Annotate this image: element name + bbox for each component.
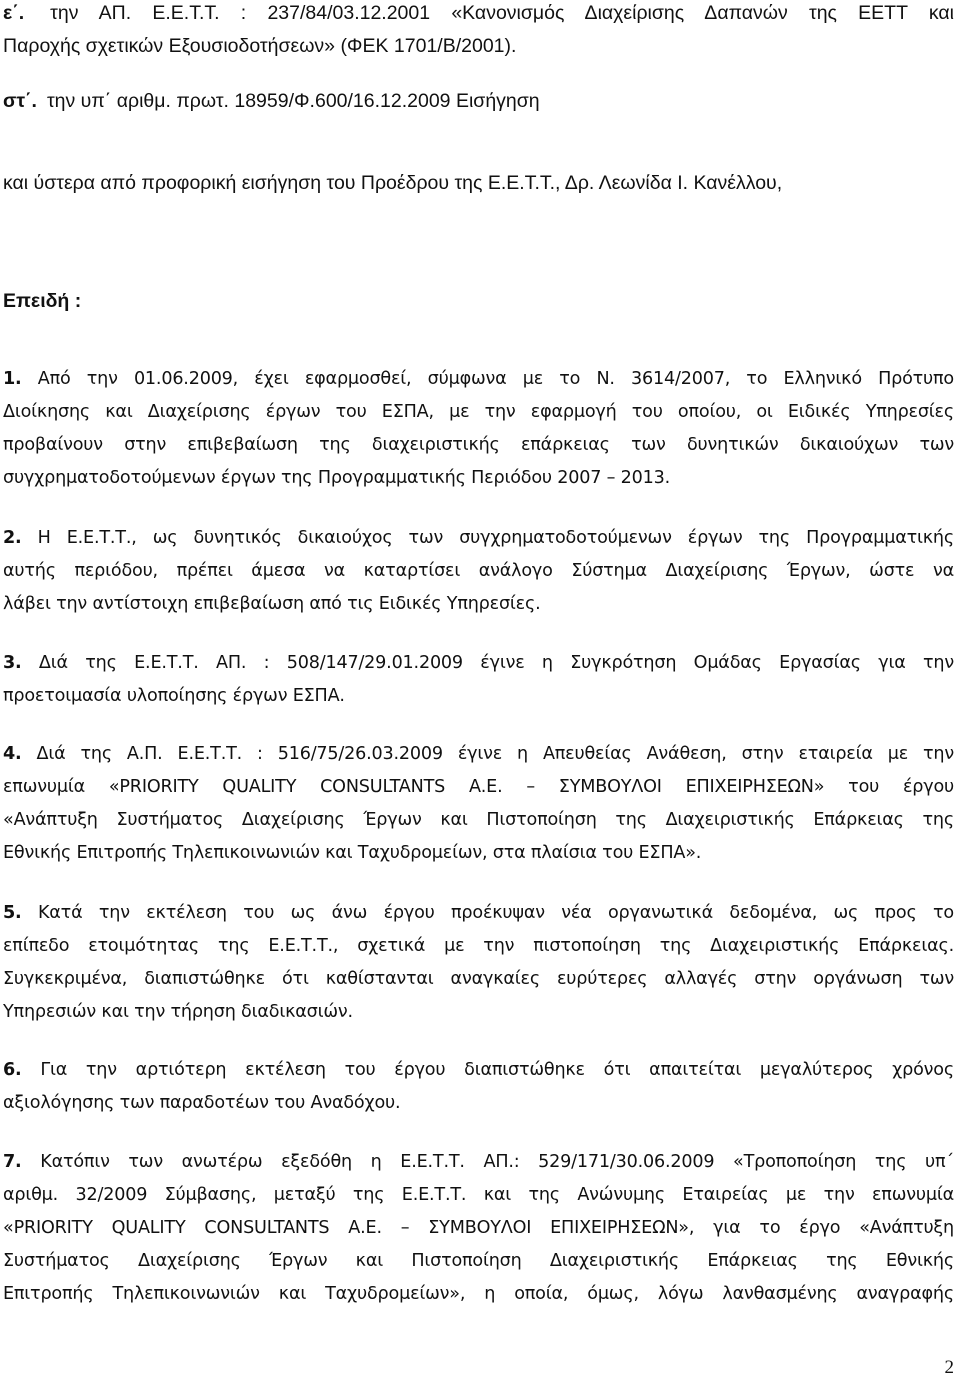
point-4-line-3: «Ανάπτυξη Συστήματος Διαχείρισης Έργων και Πιστοποίηση της Διαχειριστικής Επάρκειας της — [3, 810, 954, 830]
point-5-line-2: επίπεδο ετοιμότητας της Ε.Ε.Τ.Τ., σχετικά με την πιστοποίηση της Διαχειριστικής Επάρκειας. — [3, 936, 954, 956]
item-e-line-1 — [3, 2, 954, 25]
point-6-number: 6. — [3, 1060, 22, 1080]
after-clause: και ύστερα από προφορική εισήγηση του Προέδρου της Ε.Ε.Τ.Τ., Δρ. Λεωνίδα Ι. Κανέλλου, — [3, 172, 783, 194]
point-7-line-5: Επιτροπής Τηλεπικοινωνιών και Ταχυδρομείων», η οποία, όμως, λόγω λανθασμένης αναγραφής — [3, 1284, 954, 1304]
point-6-line-2: αξιολόγησης των παραδοτέων του Αναδόχου. — [3, 1093, 401, 1113]
point-5-text-1: Κατά την εκτέλεση του ως άνω έργου προέκυψαν νέα οργανωτικά δεδομένα, ως προς το — [37, 903, 954, 923]
point-2-number: 2. — [3, 528, 22, 548]
item-st-marker: στ΄. — [3, 90, 37, 112]
point-7-line-3: «PRIORITY QUALITY CONSULTANTS Α.Ε. – ΣΥΜΒΟΥΛΟΙ ΕΠΙΧΕΙΡΗΣΕΩΝ», για το έργο «Ανάπτυξη — [3, 1218, 954, 1238]
point-7-line-2: αριθμ. 32/2009 Σύμβασης, μεταξύ της Ε.Ε.Τ.Τ. και της Ανώνυμης Εταιρείας με την επωνυμία — [3, 1185, 954, 1205]
point-7-text-1: Κατόπιν των ανωτέρω εξεδόθη η Ε.Ε.Τ.Τ. ΑΠ.: 529/171/30.06.2009 «Τροποποίηση της υπ΄ — [40, 1152, 954, 1172]
point-5-line-3: Συγκεκριμένα, διαπιστώθηκε ότι καθίστανται αναγκαίες ευρύτερες αλλαγές στην οργάνωση των — [3, 969, 954, 989]
point-4-number: 4. — [3, 744, 22, 764]
item-e-marker: ε΄. — [3, 2, 25, 24]
point-2-text-1: Η Ε.Ε.Τ.Τ., ως δυνητικός δικαιούχος των συγχρηματοδοτούμενων έργων της Προγραμματικής — [37, 528, 954, 548]
point-5-line-4: Υπηρεσιών και την τήρηση διαδικασιών. — [3, 1002, 353, 1022]
point-7-line-4: Συστήματος Διαχείρισης Έργων και Πιστοποίηση Διαχειριστικής Επάρκειας της Εθνικής — [3, 1251, 954, 1271]
item-e-line-2: Παροχής σχετικών Εξουσιοδοτήσεων» (ΦΕΚ 1701/Β/2001). — [3, 35, 517, 57]
point-1-line-4: συγχρηματοδοτούμενων έργων της Προγραμματικής Περιόδου 2007 – 2013. — [3, 468, 670, 488]
whereas-heading: Επειδή : — [3, 290, 82, 312]
point-2-line-1 — [3, 528, 954, 548]
page-number: 2 — [944, 1357, 954, 1378]
point-4-line-4: Εθνικής Επιτροπής Τηλεπικοινωνιών και Ταχυδρομείων, στα πλαίσια του ΕΣΠΑ». — [3, 843, 702, 863]
point-4-line-1 — [3, 744, 954, 764]
point-5-number: 5. — [3, 903, 22, 923]
point-7-number: 7. — [3, 1152, 22, 1172]
point-1-line-1 — [3, 369, 954, 389]
item-e-text-1: την ΑΠ. Ε.Ε.Τ.Τ. : 237/84/03.12.2001 «Κανονισμός Διαχείρισης Δαπανών της ΕΕΤΤ και — [50, 2, 954, 24]
point-2-line-2: αυτής περιόδου, πρέπει άμεσα να καταρτίσει ανάλογο Σύστημα Διαχείρισης Έργων, ώστε να — [3, 561, 954, 581]
point-4-line-2: επωνυμία «PRIORITY QUALITY CONSULTANTS Α.Ε. – ΣΥΜΒΟΥΛΟΙ ΕΠΙΧΕΙΡΗΣΕΩΝ» του έργου — [3, 777, 954, 797]
point-6-text-1: Για την αρτιότερη εκτέλεση του έργου διαπιστώθηκε ότι απαιτείται μεγαλύτερος χρόνος — [40, 1060, 954, 1080]
point-5-line-1 — [3, 903, 954, 923]
point-6-line-1 — [3, 1060, 954, 1080]
item-st-line — [3, 90, 954, 113]
point-3-number: 3. — [3, 653, 22, 673]
point-7-line-1 — [3, 1152, 954, 1172]
point-4-text-1: Διά της Α.Π. Ε.Ε.Τ.Τ. : 516/75/26.03.2009 έγινε η Απευθείας Ανάθεση, στην εταιρεία με την — [36, 744, 954, 764]
item-st-text: την υπ΄ αριθμ. πρωτ. 18959/Φ.600/16.12.2009 Εισήγηση — [46, 90, 540, 112]
point-3-line-1 — [3, 653, 954, 673]
point-1-number: 1. — [3, 369, 22, 389]
point-1-line-3: προβαίνουν στην επιβεβαίωση της διαχειριστικής επάρκειας των δυνητικών δικαιούχων των — [3, 435, 954, 455]
point-3-line-2: προετοιμασία υλοποίησης έργων ΕΣΠΑ. — [3, 686, 345, 706]
point-1-line-2: Διοίκησης και Διαχείρισης έργων του ΕΣΠΑ, με την εφαρμογή του οποίου, οι Ειδικές Υπηρεσίες — [3, 402, 954, 422]
point-3-text-1: Διά της Ε.Ε.Τ.Τ. ΑΠ. : 508/147/29.01.2009 έγινε η Συγκρότηση Ομάδας Εργασίας για την — [38, 653, 954, 673]
point-1-text-1: Από την 01.06.2009, έχει εφαρμοσθεί, σύμφωνα με το Ν. 3614/2007, το Ελληνικό Πρότυπο — [37, 369, 954, 389]
point-2-line-3: λάβει την αντίστοιχη επιβεβαίωση από τις Ειδικές Υπηρεσίες. — [3, 594, 541, 614]
